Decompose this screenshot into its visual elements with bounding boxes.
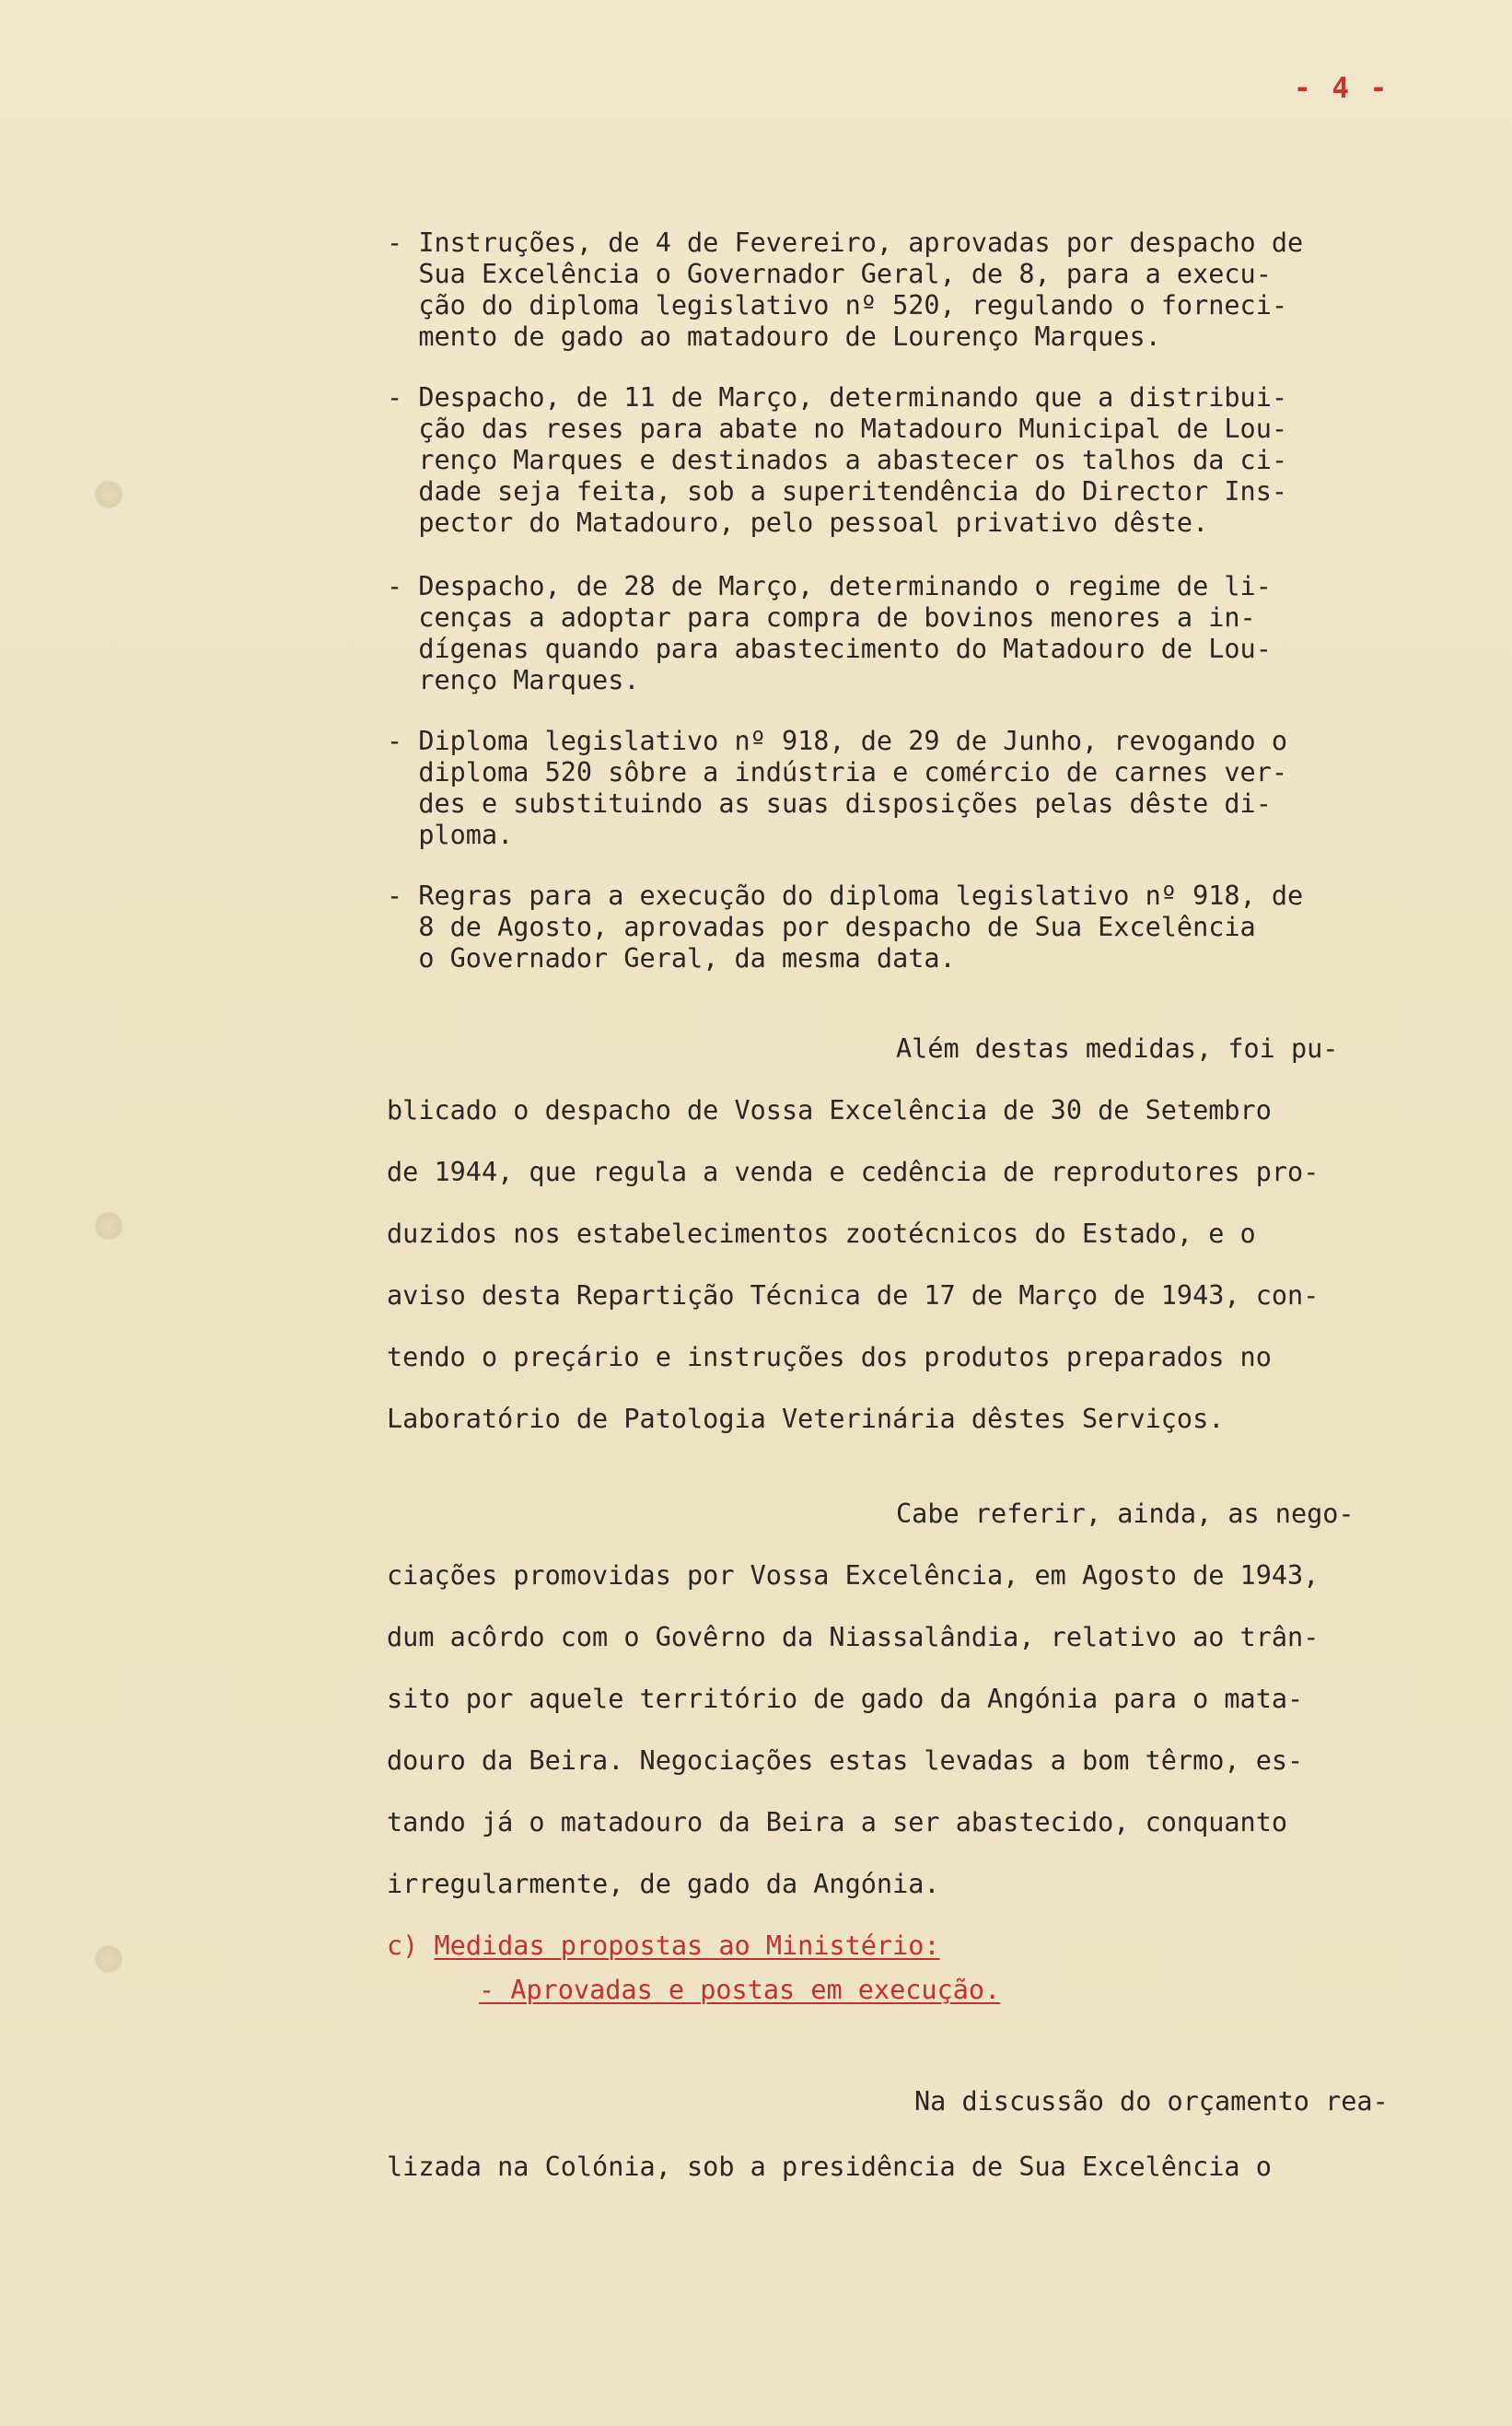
paragraph-1-line-4: duzidos nos estabelecimentos zootécnicos do Estado, e o	[387, 1219, 1256, 1249]
bullet-2-line-2: ção das reses para abate no Matadouro Municipal de Lou-	[387, 414, 1288, 444]
bullet-5-line-2: 8 de Agosto, aprovadas por despacho de Sua Excelência	[387, 912, 1256, 942]
page-number: - 4 -	[1294, 72, 1390, 105]
bullet-3-line-2: cenças a adoptar para compra de bovinos menores a in-	[387, 602, 1256, 633]
bullet-1-line-4: mento de gado ao matadouro de Lourenço Marques.	[387, 321, 1161, 352]
paragraph-2-line-7: irregularmente, de gado da Angónia.	[387, 1869, 940, 1899]
bullet-2-line-1: - Despacho, de 11 de Março, determinando que a distribui-	[387, 382, 1288, 413]
bullet-4-line-2: diploma 520 sôbre a indústria e comércio de carnes ver-	[387, 757, 1288, 787]
section-title: Medidas propostas ao Ministério:	[434, 1930, 940, 1961]
punch-hole-bottom	[95, 1945, 122, 1973]
bullet-5-line-3: o Governador Geral, da mesma data.	[387, 943, 956, 974]
bullet-4-line-3: des e substituindo as suas disposições pelas dêste di-	[387, 788, 1272, 819]
paragraph-2-line-3: dum acôrdo com o Govêrno da Niassalândia, relativo ao trân-	[387, 1622, 1320, 1652]
bullet-2-line-4: dade seja feita, sob a superitendência do Director Ins-	[387, 476, 1288, 507]
paragraph-2-line-5: douro da Beira. Negociações estas levadas a bom têrmo, es-	[387, 1745, 1304, 1776]
bullet-1-line-2: Sua Excelência o Governador Geral, de 8, para a execu-	[387, 259, 1272, 289]
bullet-2-line-3: renço Marques e destinados a abastecer os talhos da ci-	[387, 445, 1288, 475]
paragraph-1-line-5: aviso desta Repartição Técnica de 17 de Março de 1943, con-	[387, 1280, 1320, 1311]
bullet-1-line-1: - Instruções, de 4 de Fevereiro, aprovadas por despacho de	[387, 227, 1304, 258]
paragraph-1-line-2: blicado o despacho de Vossa Excelência de 30 de Setembro	[387, 1095, 1272, 1126]
bullet-3-line-3: dígenas quando para abastecimento do Matadouro de Lou-	[387, 634, 1272, 664]
section-subtitle: - Aprovadas e postas em execução.	[479, 1975, 1001, 2005]
paragraph-1-line-6: tendo o preçário e instruções dos produtos preparados no	[387, 1342, 1272, 1372]
paragraph-2-line-4: sito por aquele território de gado da Angónia para o mata-	[387, 1684, 1304, 1714]
bullet-2-line-5: pector do Matadouro, pelo pessoal privativo dêste.	[387, 507, 1209, 538]
paragraph-2-line-6: tando já o matadouro da Beira a ser abastecido, conquanto	[387, 1807, 1288, 1837]
paragraph-2-line-1: Cabe referir, ainda, as nego-	[896, 1499, 1355, 1529]
bullet-4-line-4: ploma.	[387, 820, 514, 850]
paragraph-3-line-1: Na discussão do orçamento rea-	[914, 2086, 1389, 2117]
bullet-3-line-1: - Despacho, de 28 de Março, determinando o regime de li-	[387, 571, 1272, 601]
punch-hole-top	[95, 481, 122, 508]
paragraph-1-line-1: Além destas medidas, foi pu-	[896, 1033, 1339, 1064]
bullet-5-line-1: - Regras para a execução do diploma legislativo nº 918, de	[387, 881, 1304, 911]
section-prefix: c)	[387, 1930, 419, 1961]
paragraph-3-line-2: lizada na Colónia, sob a presidência de Sua Excelência o	[387, 2152, 1272, 2182]
bullet-3-line-4: renço Marques.	[387, 665, 640, 695]
section-heading	[387, 1930, 940, 1962]
bullet-4-line-1: - Diploma legislativo nº 918, de 29 de Junho, revogando o	[387, 726, 1288, 756]
paragraph-1-line-3: de 1944, que regula a venda e cedência de reprodutores pro-	[387, 1157, 1320, 1187]
paragraph-2-line-2: ciações promovidas por Vossa Excelência, em Agosto de 1943,	[387, 1560, 1320, 1591]
punch-hole-middle	[95, 1212, 122, 1240]
bullet-1-line-3: ção do diploma legislativo nº 520, regulando o forneci-	[387, 290, 1288, 321]
paragraph-1-line-7: Laboratório de Patologia Veterinária dêstes Serviços.	[387, 1404, 1225, 1434]
